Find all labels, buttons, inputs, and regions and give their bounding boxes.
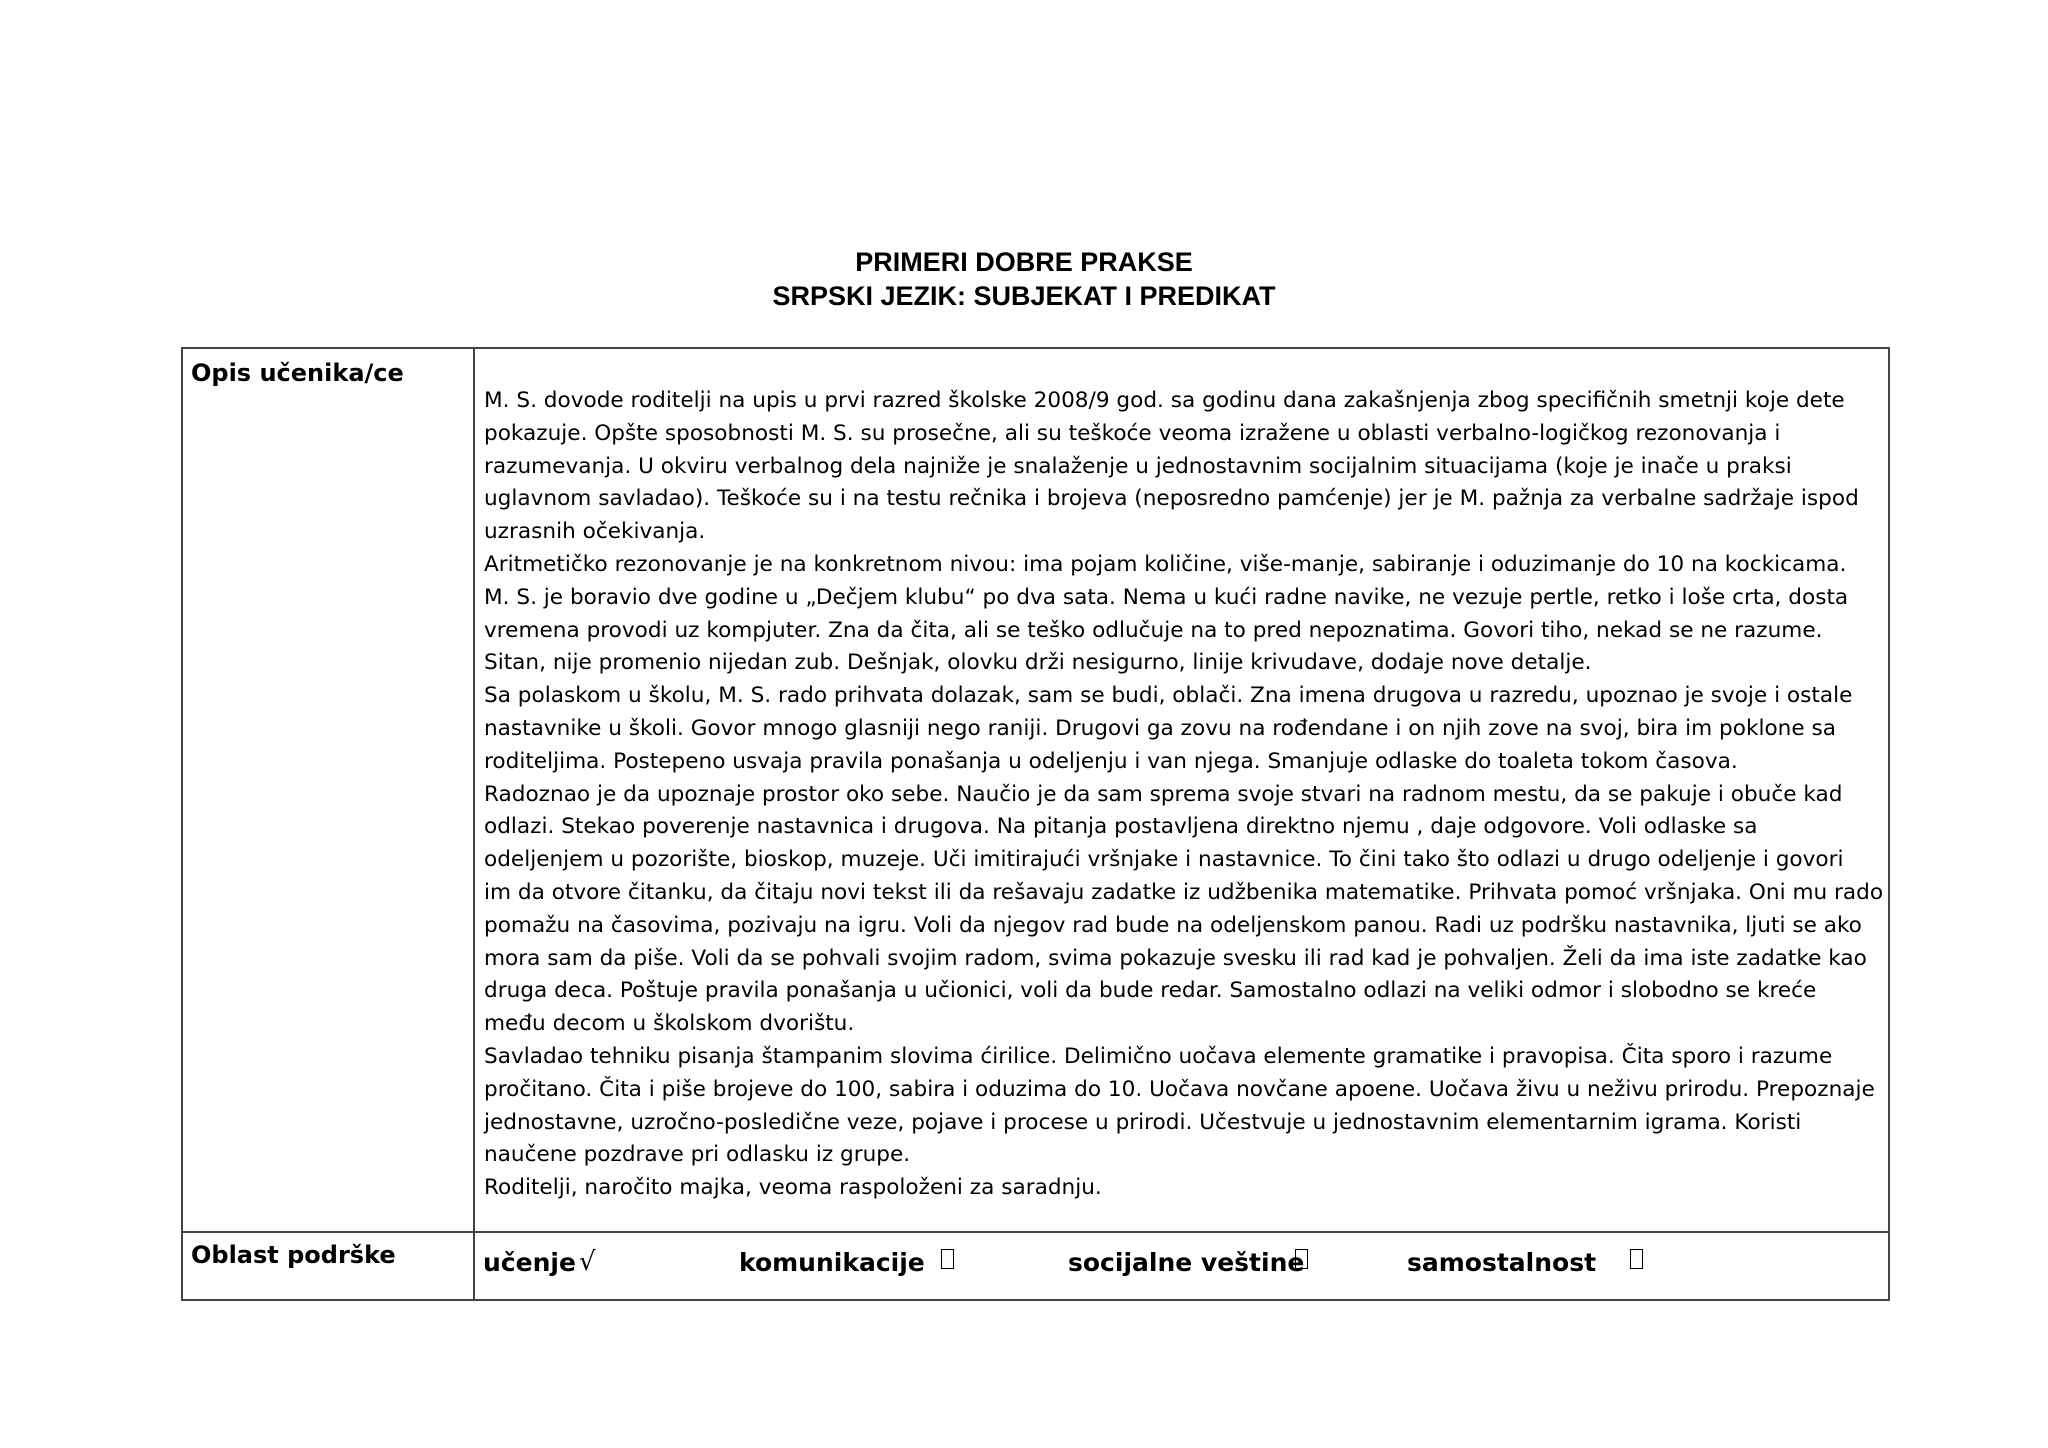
- description-line: pomažu na časovima, pozivaju na igru. Voli da njegov rad bude na odeljenskom panou. Radi uz podršku nastavnika, ljuti se ako: [484, 912, 1862, 938]
- option-learning-label: učenje: [483, 1248, 576, 1277]
- description-text: [474, 348, 1889, 1232]
- support-row: [182, 1232, 1889, 1300]
- description-line: razumevanja. U okviru verbalnog dela najniže je snalaženje u jednostavnim socijalnim situacijama (koje je inače u praksi: [484, 453, 1792, 479]
- support-options: [474, 1232, 1889, 1300]
- description-line: mora sam da piše. Voli da se pohvali svojim radom, svima pokazuje svesku ili rad kad je pohvaljen. Želi da ima iste zadatke kao: [484, 945, 1867, 971]
- description-line: uzrasnih očekivanja.: [484, 519, 706, 545]
- description-line: Sa polaskom u školu, M. S. rado prihvata dolazak, sam se budi, oblači. Zna imena drugova u razredu, upoznao je svoje i ostale: [484, 683, 1853, 709]
- description-line: Savladao tehniku pisanja štampanim slovima ćirilice. Delimično uočava elemente gramatike i pravopisa. Čita sporo i razume: [484, 1043, 1833, 1069]
- description-line: roditeljima. Postepeno usvaja pravila ponašanja u odeljenju i van njega. Smanjuje odlaske do toaleta tokom časova.: [484, 748, 1738, 774]
- option-social-skills-label: socijalne veštine: [1068, 1248, 1305, 1277]
- description-line: vremena provodi uz kompjuter. Zna da čita, ali se teško odlučuje na to pred nepoznatima. Govori tiho, nekad se ne razume.: [484, 617, 1823, 643]
- description-line: Aritmetičko rezonovanje je na konkretnom nivou: ima pojam količine, više-manje, sabiranje i oduzimanje do 10 na kockicama.: [484, 551, 1847, 577]
- description-line: im da otvore čitanku, da čitaju novi tekst ili da rešavaju zadatke iz udžbenika matematike. Prihvata pomoć vršnjaka. Oni mu rado: [484, 879, 1884, 905]
- document-title: PRIMERI DOBRE PRAKSE: [855, 247, 1193, 277]
- document-subtitle: SRPSKI JEZIK: SUBJEKAT I PREDIKAT: [772, 281, 1276, 311]
- description-line: pročitano. Čita i piše brojeve do 100, sabira i oduzima do 10. Uočava novčane apoene. Uočava živu u neživu prirodu. Prepoznaje: [484, 1076, 1875, 1102]
- checkmark-icon[interactable]: √: [579, 1247, 596, 1277]
- document-header: [0, 245, 2048, 313]
- description-line: nastavnike u školi. Govor mnogo glasniji nego raniji. Drugovi ga zovu na rođendane i on njih zove na svoj, bira im poklone sa: [484, 715, 1836, 741]
- option-communication-label: komunikacije: [739, 1248, 925, 1277]
- description-line: Roditelji, naročito majka, veoma raspoloženi za saradnju.: [484, 1175, 1102, 1201]
- description-line: druga deca. Poštuje pravila ponašanja u učionici, voli da bude redar. Samostalno odlazi na veliki odmor i slobodno se kreće: [484, 978, 1817, 1004]
- description-label: Opis učenika/ce: [182, 348, 474, 1232]
- description-line: uglavnom savladao). Teškoće su i na testu rečnika i brojeva (neposredno pamćenje) jer je M. pažnja za verbalne sadržaje ispod: [484, 486, 1859, 512]
- checkbox-communication[interactable]: [941, 1249, 954, 1269]
- description-line: odlazi. Stekao poverenje nastavnica i drugova. Na pitanja postavljena direktno njemu , daje odgovore. Voli odlaske sa: [484, 814, 1758, 840]
- description-line: jednostavne, uzročno-posledične veze, pojave i procese u prirodi. Učestvuje u jednostavnim elementarnim igrama. Koristi: [484, 1109, 1802, 1135]
- checkbox-social-skills[interactable]: [1295, 1249, 1308, 1269]
- description-line: Sitan, nije promenio nijedan zub. Dešnjak, olovku drži nesigurno, linije krivudave, dodaje nove detalje.: [484, 650, 1592, 676]
- description-line: pokazuje. Opšte sposobnosti M. S. su prosečne, ali su teškoće veoma izražene u oblasti verbalno-logičkog rezonovanja i: [484, 420, 1781, 446]
- student-profile-table: [181, 347, 1890, 1301]
- checkbox-independence[interactable]: [1630, 1249, 1643, 1269]
- description-line: odeljenjem u pozorište, bioskop, muzeje. Uči imitirajući vršnjake i nastavnice. To čini tako što odlazi u drugo odeljenje i govori: [484, 847, 1844, 873]
- description-line: M. S. dovode roditelji na upis u prvi razred školske 2008/9 god. sa godinu dana zakašnjenja zbog specifičnih smetnji koje dete: [484, 388, 1845, 413]
- description-line: M. S. je boravio dve godine u „Dečjem klubu“ po dva sata. Nema u kući radne navike, ne vezuje pertle, retko i loše crta, dosta: [484, 584, 1849, 610]
- description-line: Radoznao je da upoznaje prostor oko sebe. Naučio je da sam sprema svoje stvari na radnom mestu, da se pakuje i obuče kad: [484, 781, 1843, 807]
- description-row: [182, 348, 1889, 1232]
- description-line: naučene pozdrave pri odlasku iz grupe.: [484, 1142, 911, 1168]
- option-independence-label: samostalnost: [1407, 1248, 1597, 1277]
- support-area-label: Oblast podrške: [182, 1232, 474, 1300]
- description-line: među decom u školskom dvorištu.: [484, 1011, 855, 1037]
